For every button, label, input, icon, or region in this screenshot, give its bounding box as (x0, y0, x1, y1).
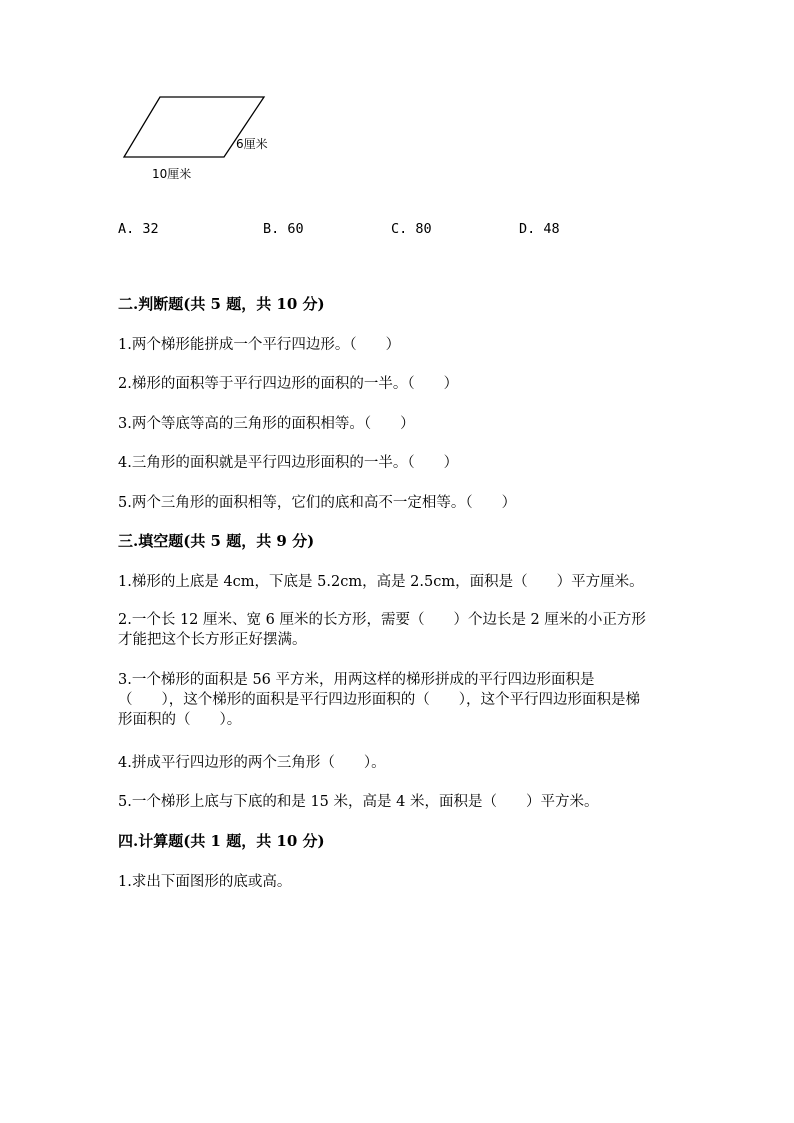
judge-question-2: 2.梯形的面积等于平行四边形的面积的一半。（ ） (118, 376, 459, 392)
section-title-judge: 二.判断题(共 5 题，共 10 分) (118, 295, 325, 313)
side-length-label: 6厘米 (236, 137, 268, 151)
judge-question-4: 4.三角形的面积就是平行四边形面积的一半。（ ） (118, 455, 459, 471)
fill-question-3: 3.一个梯形的面积是 56 平方米，用两这样的梯形拼成的平行四边形面积是（ ），这个梯形的面积是平行四边形面积的（ ），这个平行四边形面积是梯形面积的（ ）。 (118, 672, 640, 728)
base-length-label: 10厘米 (152, 167, 192, 181)
option-b: B. 60 (263, 221, 304, 237)
fill-question-1: 1.梯形的上底是 4cm，下底是 5.2cm，高是 2.5cm，面积是（ ）平方厘米。 (118, 574, 644, 590)
fill-question-2: 2.一个长 12 厘米、宽 6 厘米的长方形，需要（ ）个边长是 2 厘米的小正方形才能把这个长方形正好摆满。 (118, 612, 646, 648)
section-title-fill: 三.填空题(共 5 题，共 9 分) (118, 532, 315, 550)
option-c: C. 80 (391, 221, 432, 237)
section-title-calc: 四.计算题(共 1 题，共 10 分) (118, 832, 325, 850)
fill-question-4: 4.拼成平行四边形的两个三角形（ ）。 (118, 755, 386, 771)
judge-question-1: 1.两个梯形能拼成一个平行四边形。（ ） (118, 337, 401, 353)
option-a: A. 32 (118, 221, 159, 237)
judge-question-5: 5.两个三角形的面积相等，它们的底和高不一定相等。（ ） (118, 495, 517, 511)
calc-question-1: 1.求出下面图形的底或高。 (118, 874, 292, 890)
fill-question-5: 5.一个梯形上底与下底的和是 15 米，高是 4 米，面积是（ ）平方米。 (118, 794, 599, 810)
option-d: D. 48 (519, 221, 560, 237)
judge-question-3: 3.两个等底等高的三角形的面积相等。（ ） (118, 416, 415, 432)
